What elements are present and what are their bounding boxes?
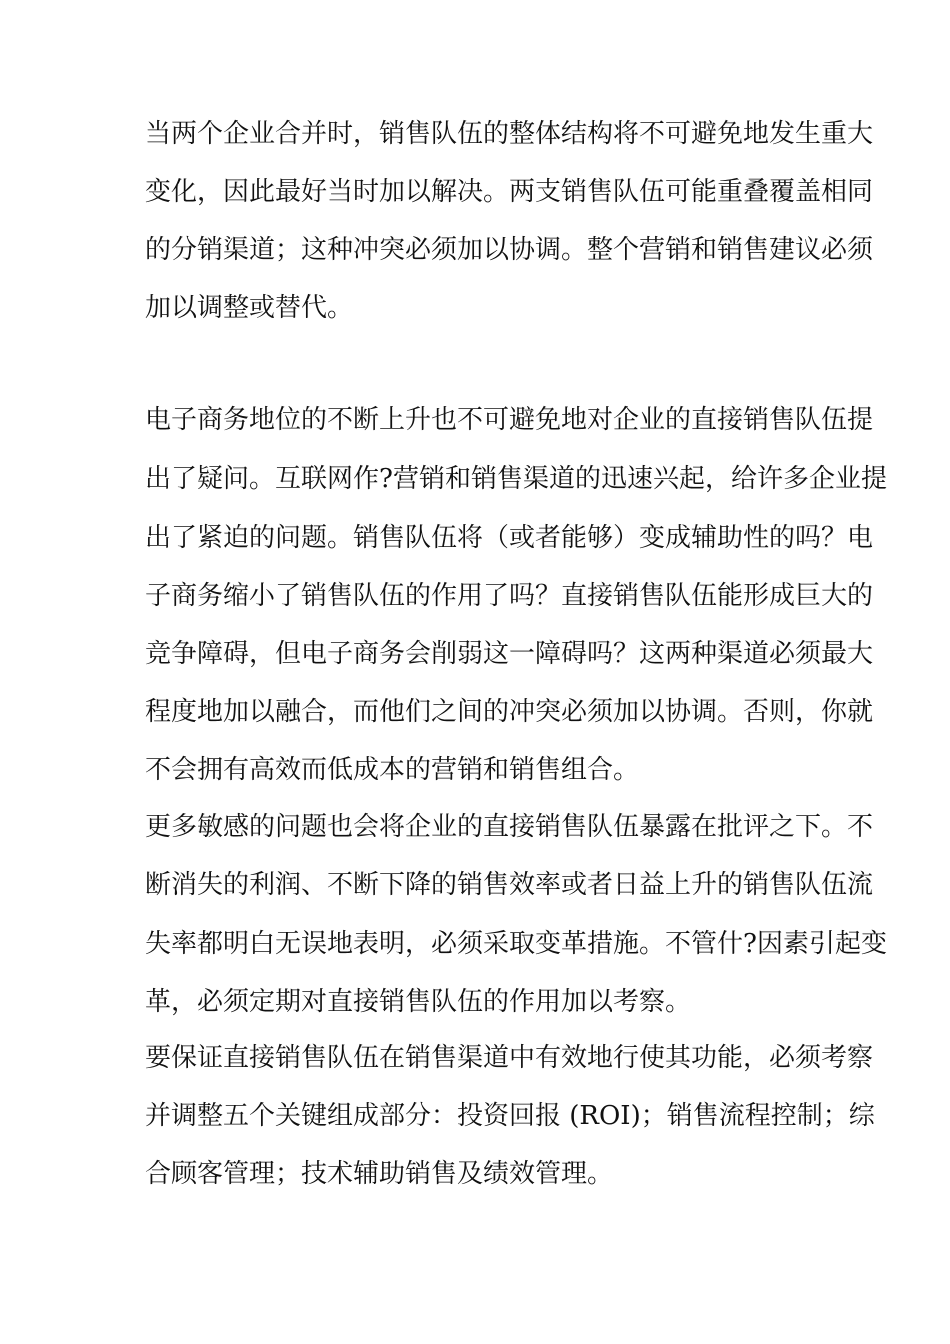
- paragraph-3-line-1: 更多敏感的问题也会将企业的直接销售队伍暴露在批评之下。不: [145, 812, 874, 842]
- paragraph-2-line-3: 出了紧迫的问题。销售队伍将（或者能够）变成辅助性的吗？电: [145, 523, 874, 553]
- paragraph-1-line-2: 变化，因此最好当时加以解决。两支销售队伍可能重叠覆盖相同: [145, 177, 874, 207]
- paragraph-1-line-1: 当两个企业合并时，销售队伍的整体结构将不可避免地发生重大: [145, 119, 874, 149]
- paragraph-2-line-2: 出了疑问。互联网作?营销和销售渠道的迅速兴起，给许多企业提: [145, 464, 887, 494]
- paragraph-4-line-2: 并调整五个关键组成部分：投资回报 (ROI)；销售流程控制；综: [145, 1101, 875, 1131]
- paragraph-1-line-3: 的分销渠道；这种冲突必须加以协调。整个营销和销售建议必须: [145, 235, 874, 265]
- paragraph-4-line-1: 要保证直接销售队伍在销售渠道中有效地行使其功能，必须考察: [145, 1043, 874, 1073]
- paragraph-3-line-2: 断消失的利润、不断下降的销售效率或者日益上升的销售队伍流: [145, 870, 874, 900]
- paragraph-4-line-3: 合顾客管理；技术辅助销售及绩效管理。: [145, 1159, 614, 1189]
- paragraph-3-line-4: 革，必须定期对直接销售队伍的作用加以考察。: [145, 987, 692, 1017]
- paragraph-2-line-6: 程度地加以融合，而他们之间的冲突必须加以协调。否则，你就: [145, 697, 874, 727]
- paragraph-2-line-5: 竞争障碍，但电子商务会削弱这一障碍吗？这两种渠道必须最大: [145, 639, 874, 669]
- paragraph-1-line-4: 加以调整或替代。: [145, 293, 354, 323]
- paragraph-3-line-3: 失率都明白无误地表明，必须采取变革措施。不管什?因素引起变: [145, 929, 887, 959]
- paragraph-2-line-4: 子商务缩小了销售队伍的作用了吗？直接销售队伍能形成巨大的: [145, 581, 874, 611]
- paragraph-2-line-1: 电子商务地位的不断上升也不可避免地对企业的直接销售队伍提: [145, 405, 874, 435]
- paragraph-2-line-7: 不会拥有高效而低成本的营销和销售组合。: [145, 755, 640, 785]
